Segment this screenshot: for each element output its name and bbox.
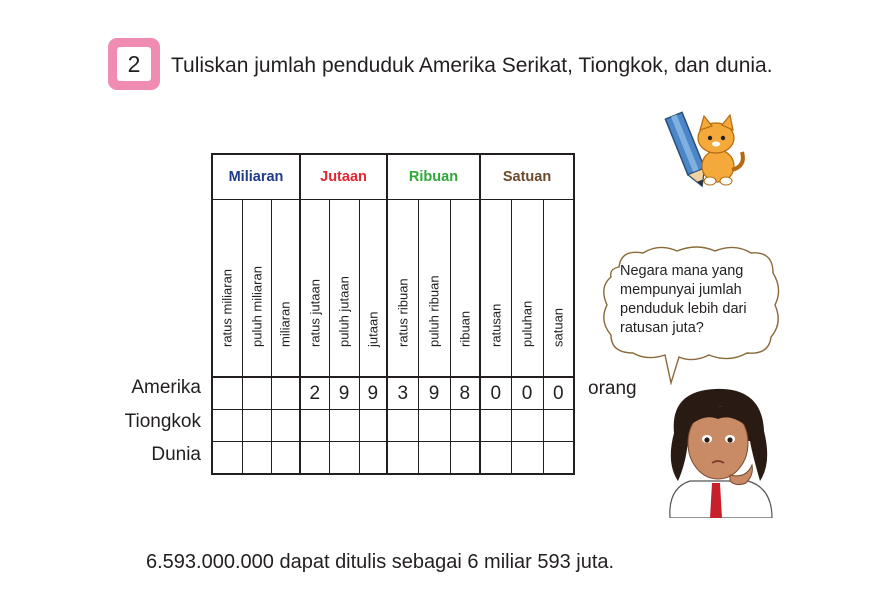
row-label-amerika: Amerika [131, 377, 201, 398]
digit-cell[interactable]: 8 [450, 377, 480, 410]
digit-cell[interactable] [387, 442, 418, 475]
group-header-satuan: Satuan [480, 154, 574, 200]
column-label: puluh miliaran [242, 200, 271, 378]
row-tiongkok [212, 410, 574, 442]
column-label: ribuan [450, 200, 480, 378]
digit-cell[interactable] [543, 410, 574, 442]
digit-cell[interactable] [329, 410, 359, 442]
digit-cell[interactable] [242, 377, 271, 410]
speech-bubble-text: Negara mana yang mempunyai jumlah penduduk lebih dari ratusan juta? [620, 263, 747, 336]
digit-cell[interactable] [480, 442, 511, 475]
column-label: puluh ribuan [418, 200, 450, 378]
digit-cell[interactable] [511, 410, 543, 442]
column-label: ratus jutaan [300, 200, 329, 378]
question-number: 2 [117, 47, 151, 81]
digit-cell[interactable]: 0 [543, 377, 574, 410]
group-header-jutaan: Jutaan [300, 154, 387, 200]
row-amerika [212, 377, 574, 410]
digit-cell[interactable]: 2 [300, 377, 329, 410]
digit-cell[interactable] [271, 442, 300, 475]
digit-cell[interactable] [450, 410, 480, 442]
column-label: miliaran [271, 200, 300, 378]
digit-cell[interactable] [271, 410, 300, 442]
digit-cell[interactable] [300, 442, 329, 475]
digit-cell[interactable] [212, 410, 242, 442]
column-label: ratus miliaran [212, 200, 242, 378]
digit-cell[interactable]: 0 [480, 377, 511, 410]
digit-cell[interactable] [543, 442, 574, 475]
digit-cell[interactable] [359, 442, 387, 475]
place-value-table [211, 153, 575, 475]
digit-cell[interactable] [242, 410, 271, 442]
digit-cell[interactable] [329, 442, 359, 475]
unit-label: orang [588, 378, 637, 399]
digit-cell[interactable]: 0 [511, 377, 543, 410]
row-label-tiongkok: Tiongkok [124, 411, 201, 432]
question-number-badge [108, 38, 160, 90]
digit-cell[interactable] [418, 410, 450, 442]
row-dunia [212, 442, 574, 475]
question-text: Tuliskan jumlah penduduk Amerika Serikat, Tiongkok, dan dunia. [171, 54, 773, 77]
digit-cell[interactable] [450, 442, 480, 475]
girl-thinking-illustration [660, 383, 780, 518]
column-label: jutaan [359, 200, 387, 378]
digit-cell[interactable]: 9 [418, 377, 450, 410]
group-header-miliaran: Miliaran [212, 154, 300, 200]
column-label: ratusan [480, 200, 511, 378]
digit-cell[interactable] [212, 377, 242, 410]
group-header-ribuan: Ribuan [387, 154, 480, 200]
digit-cell[interactable] [387, 410, 418, 442]
column-label: puluh jutaan [329, 200, 359, 378]
digit-cell[interactable] [212, 442, 242, 475]
digit-cell[interactable] [359, 410, 387, 442]
column-label: satuan [543, 200, 574, 378]
digit-cell[interactable] [480, 410, 511, 442]
digit-cell[interactable] [242, 442, 271, 475]
digit-cell[interactable] [271, 377, 300, 410]
column-label: puluhan [511, 200, 543, 378]
column-label: ratus ribuan [387, 200, 418, 378]
digit-cell[interactable]: 3 [387, 377, 418, 410]
digit-cell[interactable] [300, 410, 329, 442]
digit-cell[interactable]: 9 [359, 377, 387, 410]
digit-cell[interactable]: 9 [329, 377, 359, 410]
digit-cell[interactable] [418, 442, 450, 475]
cat-pencil-illustration [660, 108, 750, 190]
footer-note: 6.593.000.000 dapat ditulis sebagai 6 miliar 593 juta. [146, 551, 615, 573]
digit-cell[interactable] [511, 442, 543, 475]
row-label-dunia: Dunia [151, 444, 201, 465]
